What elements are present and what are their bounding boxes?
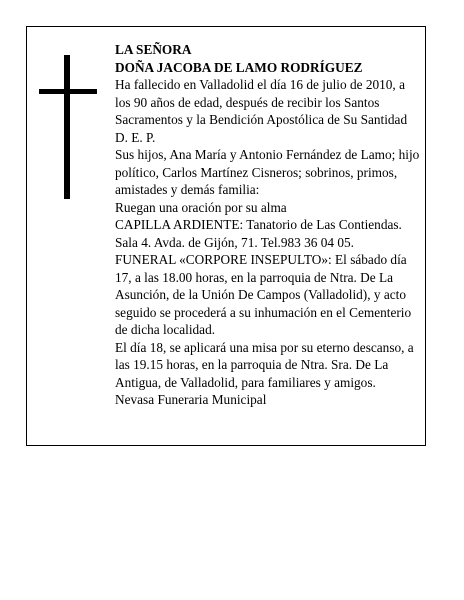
death-announcement: Ha fallecido en Valladolid el día 16 de julio de 2010, a los 90 años de edad, después de recibir los Santos Sacramentos y la Bendición Apostólica de Su Santidad D. E. P. bbox=[115, 77, 408, 145]
deceased-name: DOÑA JACOBA DE LAMO RODRÍGUEZ bbox=[115, 59, 363, 75]
family-list: Sus hijos, Ana María y Antonio Fernández de Lamo; hijo político, Carlos Martínez Cisneros; sobrinos, primos, amistades y demás familia: bbox=[115, 147, 420, 197]
cross-horizontal-bar bbox=[39, 89, 97, 94]
funeral-info: FUNERAL «CORPORE INSEPULTO»: El sábado día 17, a las 18.00 horas, en la parroquia de Ntra. De La Asunción, de la Unión De Campos (Valladolid), y acto seguido se procederá a su inhumación en el Cementerio de dicha localidad. bbox=[115, 252, 412, 337]
cross-icon bbox=[39, 55, 97, 199]
mass-info: El día 18, se aplicará una misa por su eterno descanso, a las 19.15 horas, en la parroquia de Ntra. Sra. De La Antigua, de Valladolid, para familiares y amigos. bbox=[115, 339, 414, 390]
funeral-home: Nevasa Funeraria Municipal bbox=[115, 392, 267, 407]
prayer-request: Ruegan una oración por su alma bbox=[115, 199, 287, 215]
cross-vertical-bar bbox=[64, 55, 70, 199]
obituary-notice bbox=[26, 26, 426, 446]
honorific: LA SEÑORA bbox=[115, 42, 192, 57]
chapel-info: CAPILLA ARDIENTE: Tanatorio de Las Contiendas. Sala 4. Avda. de Gijón, 71. Tel.983 36 04 05. bbox=[115, 217, 402, 250]
notice-text bbox=[115, 41, 421, 409]
